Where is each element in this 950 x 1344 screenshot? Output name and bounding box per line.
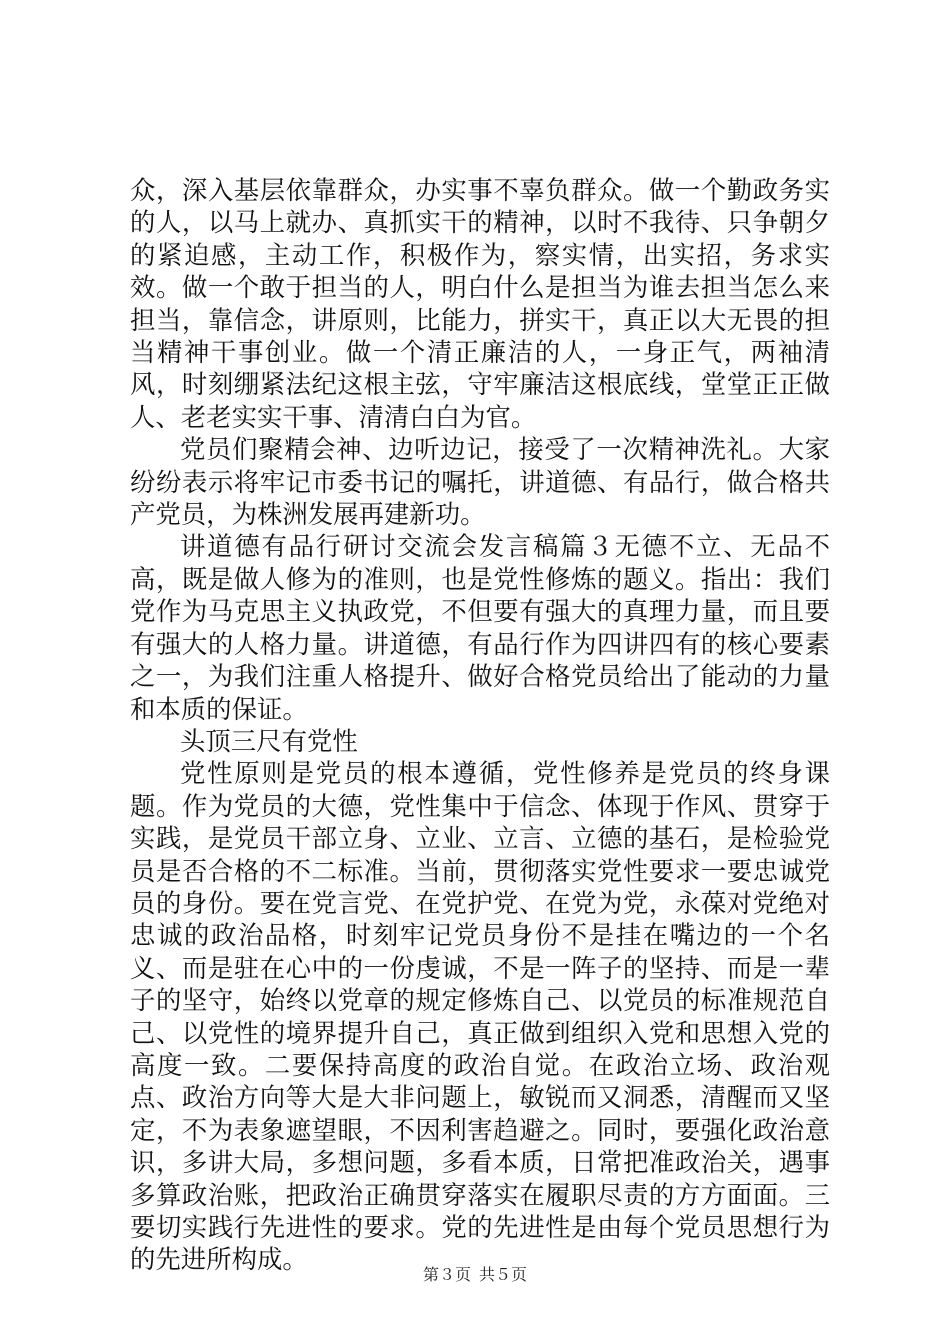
document-body: [130, 174, 830, 1276]
page-footer: [0, 1262, 950, 1285]
page-total: 共５页: [479, 1265, 528, 1284]
paragraph-speech-intro: 讲道德有品行研讨交流会发言稿篇３无德不立、无品不高，既是做人修为的准则，也是党性修炼的题义。指出：我们党作为马克思主义执政党，不但要有强大的真理力量，而且要有强大的人格力量。讲道德，有品行作为四讲四有的核心要素之一，为我们注重人格提升、做好合格党员给出了能动的力量和本质的保证。: [130, 531, 830, 724]
paragraph-party-spirit: 党性原则是党员的根本遵循，党性修养是党员的终身课题。作为党员的大德，党性集中于信念、体现于作风、贯穿于实践，是党员干部立身、立业、立言、立德的基石，是检验党员是否合格的不二标准。当前，贯彻落实党性要求一要忠诚党员的身份。要在党言党、在党护党、在党为党，永葆对党绝对忠诚的政治品格，时刻牢记党员身份不是挂在嘴边的一个名义、而是驻在心中的一份虔诚，不是一阵子的坚持、而是一辈子的坚守，始终以党章的规定修炼自己、以党员的标准规范自己、以党性的境界提升自己，真正做到组织入党和思想入党的高度一致。二要保持高度的政治自觉。在政治立场、政治观点、政治方向等大是大非问题上，敏锐而又洞悉，清醒而又坚定，不为表象遮望眼，不因利害趋避之。同时，要强化政治意识，多讲大局，多想问题，多看本质，日常把准政治关，遇事多算政治账，把政治正确贯穿落实在履职尽责的方方面面。三要切实践行先进性的要求。党的先进性是由每个党员思想行为的先进所构成。: [130, 758, 830, 1275]
section-heading: 头顶三尺有党性: [180, 725, 358, 756]
paragraph-continuation: 众，深入基层依靠群众，办实事不辜负群众。做一个勤政务实的人，以马上就办、真抓实干的精神，以时不我待、只争朝夕的紧迫感，主动工作，积极作为，察实情，出实招，务求实效。做一个敢于担当的人，明白什么是担当为谁去担当怎么来担当，靠信念，讲原则，比能力，拼实干，真正以大无畏的担当精神干事创业。做一个清正廉洁的人，一身正气，两袖清风，时刻绷紧法纪这根主弦，守牢廉洁这根底线，堂堂正正做人、老老实实干事、清清白白为官。: [130, 175, 830, 432]
page-number: 第３页: [422, 1265, 471, 1284]
paragraph-party-members-reaction: 党员们聚精会神、边听边记，接受了一次精神洗礼。大家纷纷表示将牢记市委书记的嘱托，讲道德、有品行，做合格共产党员，为株洲发展再建新功。: [130, 434, 830, 530]
